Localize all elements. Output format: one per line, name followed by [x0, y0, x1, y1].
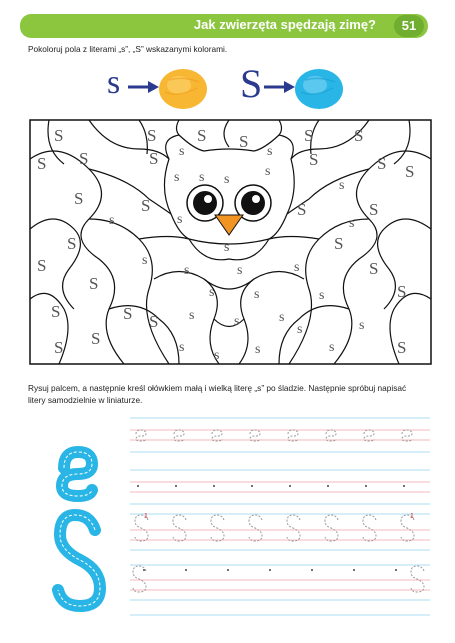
color-legend	[0, 60, 455, 116]
mosaic-letter-s: s	[339, 178, 345, 193]
mosaic-letter-s: s	[255, 342, 261, 357]
task2-instruction-line1: Rysuj palcem, a następnie kreśl ołówkiem małą i wielką literę „s” po śladzie. Następnie spróbuj napisać	[28, 383, 407, 393]
mosaic-letter-s: s	[174, 170, 180, 185]
mosaic-letter-S: S	[149, 312, 159, 331]
mosaic-letter-S: S	[89, 274, 99, 293]
svg-text:1: 1	[410, 513, 414, 520]
mosaic-letter-S: S	[297, 200, 307, 219]
tactile-small-s-icon[interactable]	[62, 452, 92, 496]
chapter-title: Jak zwierzęta spędzają zimę?	[193, 17, 376, 32]
trace-row-small-s-free[interactable]	[137, 485, 405, 487]
mosaic-letter-S: S	[123, 304, 133, 323]
mosaic-letter-S: S	[397, 338, 407, 357]
mosaic-letter-s: s	[297, 322, 303, 337]
mosaic-letter-s: s	[199, 170, 205, 185]
mosaic-letter-s: s	[349, 216, 355, 231]
arrow-icon	[262, 80, 296, 94]
page-number-badge: 51	[394, 15, 424, 37]
mosaic-letter-S: S	[354, 126, 364, 145]
mosaic-letter-S: S	[147, 126, 157, 145]
mosaic-letter-s: s	[177, 212, 183, 227]
owl-color-by-letter-mosaic	[29, 119, 432, 365]
mosaic-letter-S: S	[197, 126, 207, 145]
mosaic-letter-s: s	[209, 285, 215, 300]
mosaic-letter-s: s	[294, 260, 300, 275]
mosaic-letter-s: s	[184, 263, 190, 278]
mosaic-letter-S: S	[37, 256, 47, 275]
mosaic-letter-S: S	[369, 200, 379, 219]
svg-text:1: 1	[144, 513, 148, 520]
mosaic-letter-s: s	[189, 308, 195, 323]
mosaic-letter-s: s	[109, 213, 115, 228]
mosaic-letter-S: S	[149, 149, 159, 168]
mosaic-letter-s: s	[265, 164, 271, 179]
mosaic-letter-S: S	[67, 234, 77, 253]
mosaic-letter-s: s	[142, 253, 148, 268]
orange-crayon-swatch	[157, 66, 209, 112]
task2-instruction-line2: litery samodzielnie w liniaturze.	[28, 395, 143, 405]
chapter-header	[20, 14, 428, 38]
letter-tracing-area	[0, 410, 455, 643]
mosaic-letter-s: s	[319, 288, 325, 303]
mosaic-letter-S: S	[54, 126, 64, 145]
mosaic-letter-S: S	[397, 282, 407, 301]
blue-crayon-swatch	[293, 66, 345, 112]
mosaic-letter-S: S	[304, 126, 314, 145]
mosaic-letter-S: S	[377, 154, 387, 173]
mosaic-letter-s: s	[267, 144, 273, 159]
mosaic-letter-s: s	[279, 310, 285, 325]
mosaic-letter-S: S	[239, 132, 249, 151]
mosaic-letter-S: S	[54, 338, 64, 357]
mosaic-letter-s: s	[179, 144, 185, 159]
trace-row-capital-s-free[interactable]	[143, 569, 397, 571]
mosaic-letter-S: S	[91, 329, 101, 348]
mosaic-letter-S: S	[37, 154, 47, 173]
legend-letter-capital-s: S	[240, 61, 263, 106]
tactile-capital-s-icon[interactable]	[58, 515, 100, 606]
mosaic-letter-S: S	[334, 234, 344, 253]
mosaic-letter-s: s	[224, 172, 230, 187]
mosaic-letter-S: S	[79, 149, 89, 168]
mosaic-letter-s: s	[254, 287, 260, 302]
mosaic-letter-S: S	[405, 162, 415, 181]
mosaic-letter-S: S	[309, 150, 319, 169]
mosaic-letter-s: s	[329, 340, 335, 355]
task1-instruction: Pokoloruj pola z literami „s”, „S” wskazanymi kolorami.	[28, 44, 228, 54]
mosaic-letter-s: s	[234, 314, 240, 329]
trace-row-small-s[interactable]	[136, 430, 412, 441]
mosaic-letter-s: s	[179, 340, 185, 355]
mosaic-letter-s: s	[214, 348, 220, 363]
arrow-icon	[126, 80, 160, 94]
trace-row-capital-s[interactable]	[135, 515, 414, 541]
legend-letter-small-s: s	[107, 64, 121, 101]
mosaic-letter-S: S	[369, 259, 379, 278]
mosaic-letter-S: S	[141, 196, 151, 215]
mosaic-letter-S: S	[51, 302, 61, 321]
mosaic-letter-s: s	[224, 240, 230, 255]
mosaic-letter-s: s	[237, 263, 243, 278]
mosaic-letter-S: S	[74, 189, 84, 208]
mosaic-letter-s: s	[359, 318, 365, 333]
